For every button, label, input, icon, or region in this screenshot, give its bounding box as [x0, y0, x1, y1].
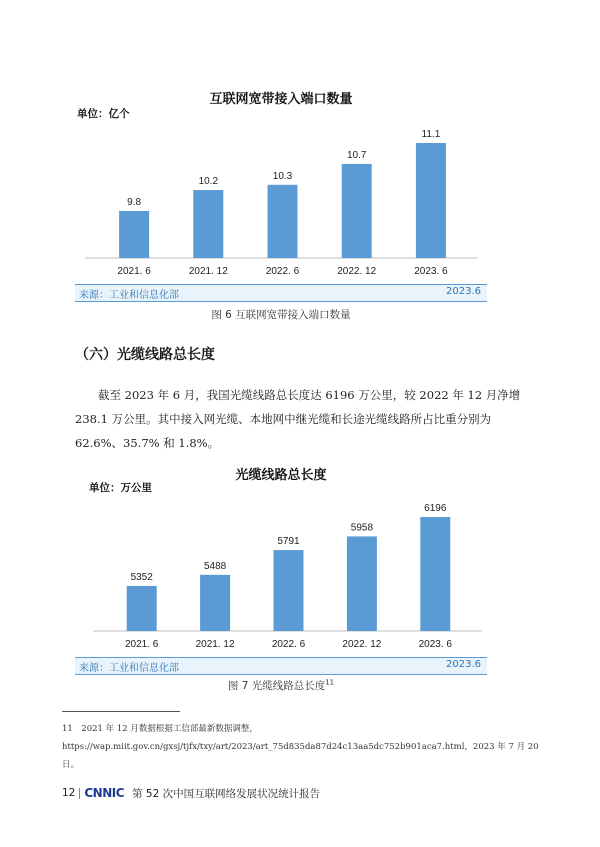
x-tick-label: 2023. 6 [414, 266, 448, 277]
chart-broadband-ports [75, 88, 487, 328]
data-label: 9.8 [127, 196, 142, 208]
chart-unit-label: 单位：亿个 [77, 108, 130, 120]
page-number: 12 [62, 787, 76, 799]
source-date: 2023.6 [446, 659, 481, 670]
footnote-divider [62, 711, 180, 712]
source-text: 来源：工业和信息化部 [79, 290, 179, 301]
source-bar [75, 284, 487, 302]
bar [127, 586, 157, 631]
data-label: 10.7 [346, 149, 367, 161]
data-label: 5791 [277, 536, 300, 548]
figure-caption: 图 6 互联网宽带接入端口数量 [211, 309, 351, 321]
bar [193, 190, 223, 258]
x-tick-label: 2021. 12 [188, 266, 228, 277]
bar-chart [75, 464, 487, 654]
bar [416, 143, 446, 258]
bar-chart [75, 88, 487, 280]
data-label: 5958 [350, 522, 374, 534]
data-label: 5488 [203, 560, 227, 572]
footnote: 11 2021 年 12 月数据根据工信部最新数据调整，https://wap.miit.gov.cn/gxsj/tjfx/txy/art/2023/art_75d835da87d24c13aa5dc752b901aca7.html，2023 年 7 月 20 日。 [62, 724, 539, 770]
data-label: 10.2 [198, 176, 219, 188]
x-tick-label: 2021. 6 [117, 266, 151, 277]
bar [420, 517, 450, 631]
body-paragraph [75, 383, 525, 455]
report-title: 第 52 次中国互联网络发展状况统计报告 [132, 787, 321, 800]
source-date: 2023.6 [446, 286, 481, 297]
bar [342, 164, 372, 258]
x-tick-label: 2022. 12 [337, 266, 377, 277]
x-tick-label: 2021. 6 [125, 639, 159, 650]
data-label: 5352 [130, 571, 153, 583]
data-label: 10.3 [272, 170, 293, 182]
cnnic-logo: CNNIC [84, 786, 125, 800]
x-tick-label: 2022. 12 [342, 639, 382, 650]
source-text: 来源：工业和信息化部 [79, 663, 179, 674]
page-footer [62, 786, 320, 800]
footnote-ref: 11 [325, 678, 335, 687]
section-heading: （六）光缆线路总长度 [75, 347, 215, 363]
bar [347, 536, 377, 631]
bar [200, 575, 230, 631]
x-tick-label: 2023. 6 [418, 639, 452, 650]
bar [119, 211, 149, 258]
chart-unit-label: 单位：万公里 [89, 482, 152, 494]
source-bar [75, 657, 487, 675]
chart-title: 互联网宽带接入端口数量 [209, 92, 353, 107]
bar [268, 185, 298, 258]
caption-text: 图 7 光缆线路总长度 [227, 680, 326, 692]
paragraph-text: 截至 2023 年 6 月，我国光缆线路总长度达 6196 万公里，较 2022 年 12 月净增 238.1 万公里。其中接入网光缆、本地网中继光缆和长途光缆线路所占比重分别为 62.6%、35.7% 和 1.8%。 [75, 388, 521, 450]
data-label: 6196 [424, 503, 447, 514]
x-tick-label: 2022. 6 [271, 639, 306, 650]
x-tick-label: 2021. 12 [195, 639, 235, 650]
chart-fiber-length [75, 464, 487, 692]
footer-separator [79, 788, 80, 799]
x-tick-label: 2022. 6 [265, 266, 300, 277]
chart-title: 光缆线路总长度 [235, 468, 327, 483]
figure-caption [75, 678, 487, 693]
data-label: 11.1 [421, 129, 441, 140]
bar [274, 550, 304, 631]
